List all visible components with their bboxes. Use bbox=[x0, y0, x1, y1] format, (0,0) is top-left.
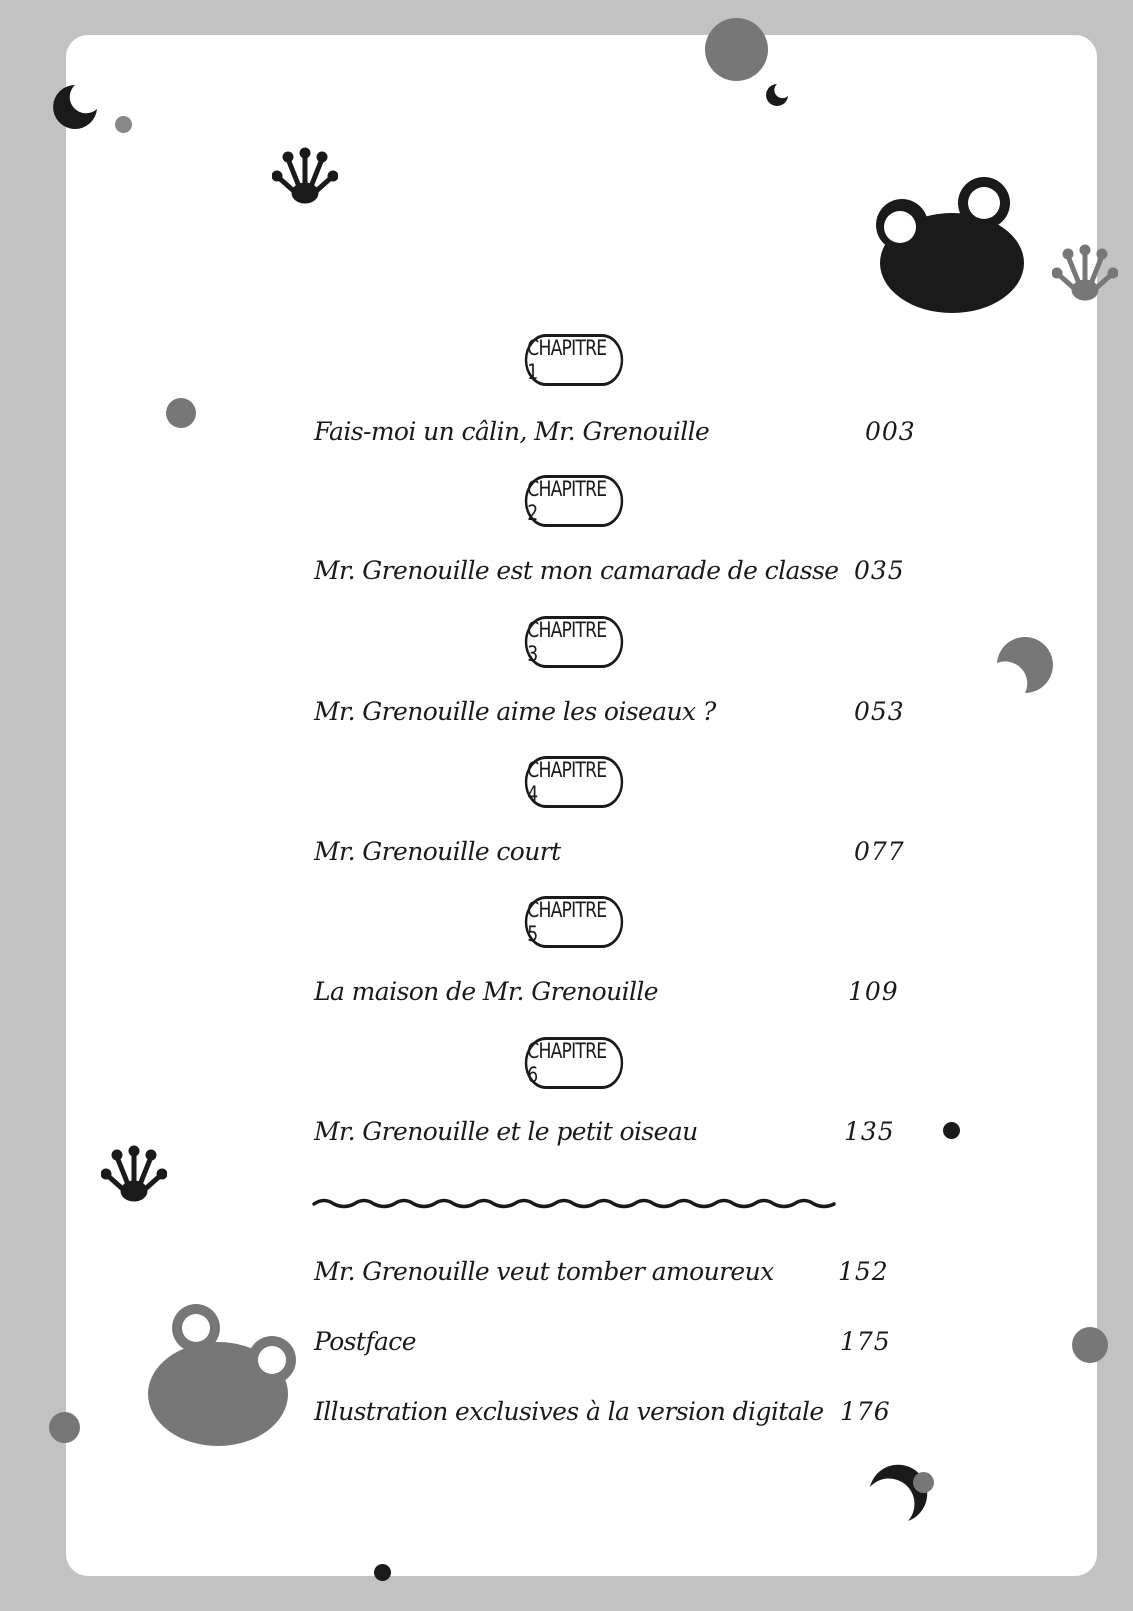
chapter-title: Mr. Grenouille et le petit oiseau bbox=[314, 1117, 698, 1146]
dot-icon bbox=[705, 18, 768, 81]
chapter-badge: CHAPITRE 2 bbox=[525, 475, 623, 527]
crescent-icon bbox=[866, 1462, 928, 1524]
extra-page-number: 176 bbox=[840, 1397, 891, 1426]
dot-icon bbox=[913, 1472, 934, 1493]
chapter-page-number: 109 bbox=[848, 977, 899, 1006]
chapter-page-number: 053 bbox=[854, 697, 905, 726]
dot-icon bbox=[374, 1564, 391, 1581]
chapter-badge: CHAPITRE 1 bbox=[525, 334, 623, 386]
frog-foot-icon bbox=[1052, 244, 1118, 304]
chapter-badge: CHAPITRE 5 bbox=[525, 896, 623, 948]
frog-face-icon bbox=[872, 175, 1032, 317]
frog-face-icon bbox=[146, 1302, 306, 1446]
chapter-title: Mr. Grenouille aime les oiseaux ? bbox=[314, 697, 716, 726]
dot-icon bbox=[1072, 1327, 1108, 1363]
chapter-title: Fais-moi un câlin, Mr. Grenouille bbox=[314, 417, 710, 446]
chapter-badge: CHAPITRE 3 bbox=[525, 616, 623, 668]
extra-title: Mr. Grenouille veut tomber amoureux bbox=[314, 1257, 774, 1286]
chapter-title: Mr. Grenouille est mon camarade de classe bbox=[314, 556, 839, 585]
dot-icon bbox=[115, 116, 132, 133]
dot-icon bbox=[943, 1122, 960, 1139]
extra-title: Postface bbox=[314, 1327, 416, 1356]
frog-foot-icon bbox=[101, 1145, 167, 1205]
crescent-icon bbox=[765, 83, 789, 107]
frog-foot-icon bbox=[272, 147, 338, 207]
crescent-icon bbox=[995, 633, 1055, 695]
chapter-badge: CHAPITRE 6 bbox=[525, 1037, 623, 1089]
chapter-title: Mr. Grenouille court bbox=[314, 837, 561, 866]
dot-icon bbox=[166, 398, 196, 428]
chapter-badge: CHAPITRE 4 bbox=[525, 756, 623, 808]
crescent-icon bbox=[50, 82, 100, 132]
extra-page-number: 152 bbox=[838, 1257, 889, 1286]
wavy-divider bbox=[312, 1196, 844, 1212]
chapter-page-number: 077 bbox=[854, 837, 905, 866]
extra-page-number: 175 bbox=[840, 1327, 891, 1356]
chapter-title: La maison de Mr. Grenouille bbox=[314, 977, 658, 1006]
chapter-page-number: 035 bbox=[854, 556, 905, 585]
dot-icon bbox=[49, 1412, 80, 1443]
extra-title: Illustration exclusives à la version digitale bbox=[314, 1397, 824, 1426]
chapter-page-number: 003 bbox=[865, 417, 916, 446]
chapter-page-number: 135 bbox=[844, 1117, 895, 1146]
